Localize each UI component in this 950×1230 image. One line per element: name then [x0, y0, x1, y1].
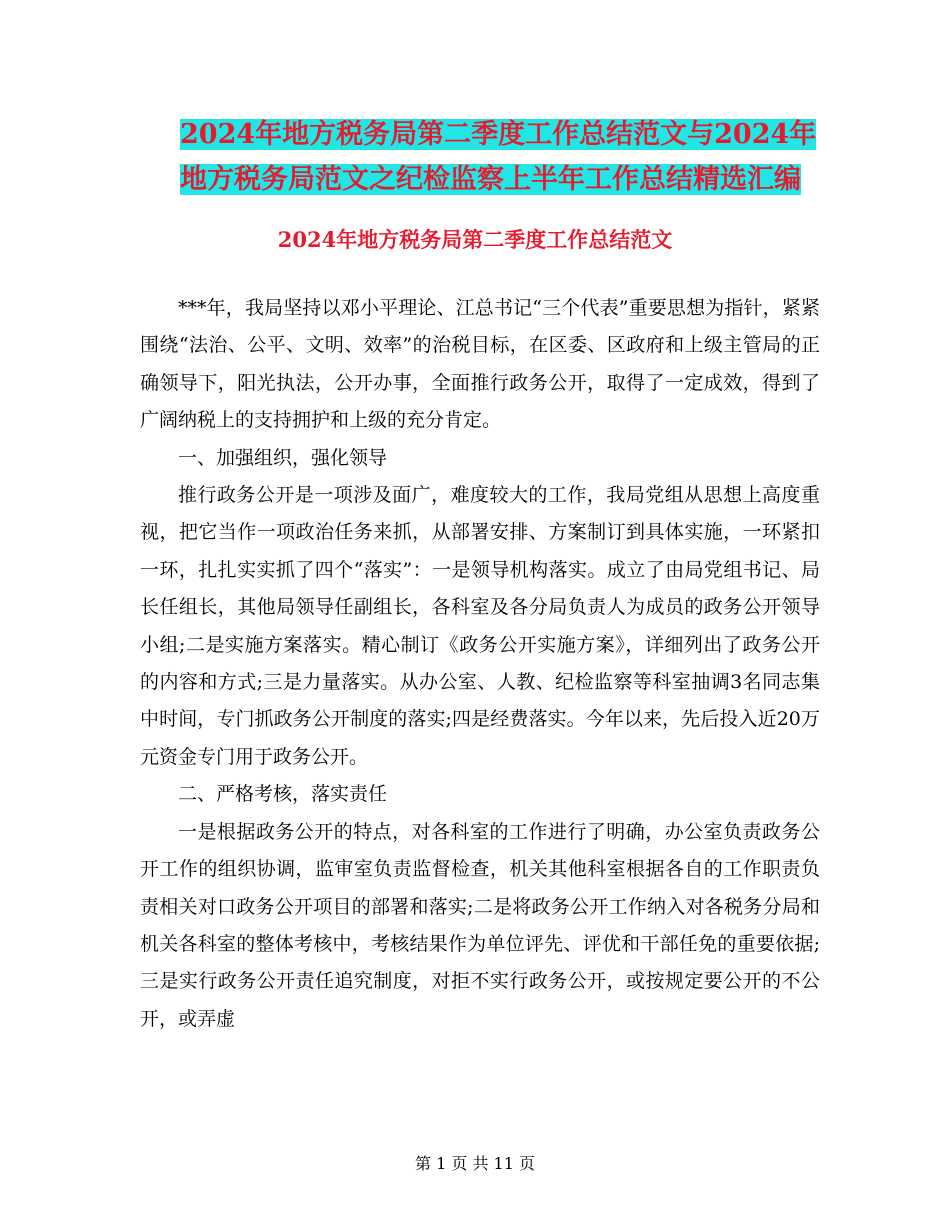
page-footer: 第 1 页 共 11 页 — [415, 1154, 535, 1173]
paragraph-heading-1: 一、加强组织，强化领导 — [178, 446, 388, 469]
paragraph-intro: ***年，我局坚持以邓小平理论、江总书记“三个代表”重要思想为指针，紧紧围绕“法治、公平、文明、效率”的治税目标，在区委、区政府和上级主管局的正确领导下，阳光执法，公开办事，全面推行政务公开，取得了一定成效，得到了广阔纳税上的支持拥护和上级的充分肯定。 — [140, 297, 820, 432]
paragraph-organization: 推行政务公开是一项涉及面广，难度较大的工作，我局党组从思想上高度重视，把它当作一项政治任务来抓，从部署安排、方案制订到具体实施，一环紧扣一环，扎扎实实抓了四个“落实”：一是领导机构落实。成立了由局党组书记、局长任组长，其他局领导任副组长，各科室及各分局负责人为成员的政务公开领导小组;二是实施方案落实。精心制订《政务公开实施方案》，详细列出了政务公开的内容和方式;三是力量落实。从办公室、人教、纪检监察等科室抽调3名同志集中时间，专门抓政务公开制度的落实;四是经费落实。今年以来，先后投入近20万元资金专门用于政务公开。 — [140, 484, 820, 768]
document-body — [140, 290, 820, 1038]
paragraph-assessment: 一是根据政务公开的特点，对各科室的工作进行了明确，办公室负责政务公开工作的组织协调，监审室负责监督检查，机关其他科室根据各自的工作职责负责相关对口政务公开项目的部署和落实;二是将政务公开工作纳入对各税务分局和机关各科室的整体考核中，考核结果作为单位评先、评优和干部任免的重要依据;三是实行政务公开责任追究制度，对拒不实行政务公开，或按规定要公开的不公开，或弄虚 — [140, 820, 820, 1030]
paragraph-heading-2: 二、严格考核，落实责任 — [178, 783, 388, 806]
document-title-text: 2024年地方税务局第二季度工作总结范文与2024年地方税务局范文之纪检监察上半年工作总结精选汇编 — [180, 119, 817, 195]
section-title: 2024年地方税务局第二季度工作总结范文 — [277, 227, 673, 252]
document-title — [180, 112, 820, 202]
